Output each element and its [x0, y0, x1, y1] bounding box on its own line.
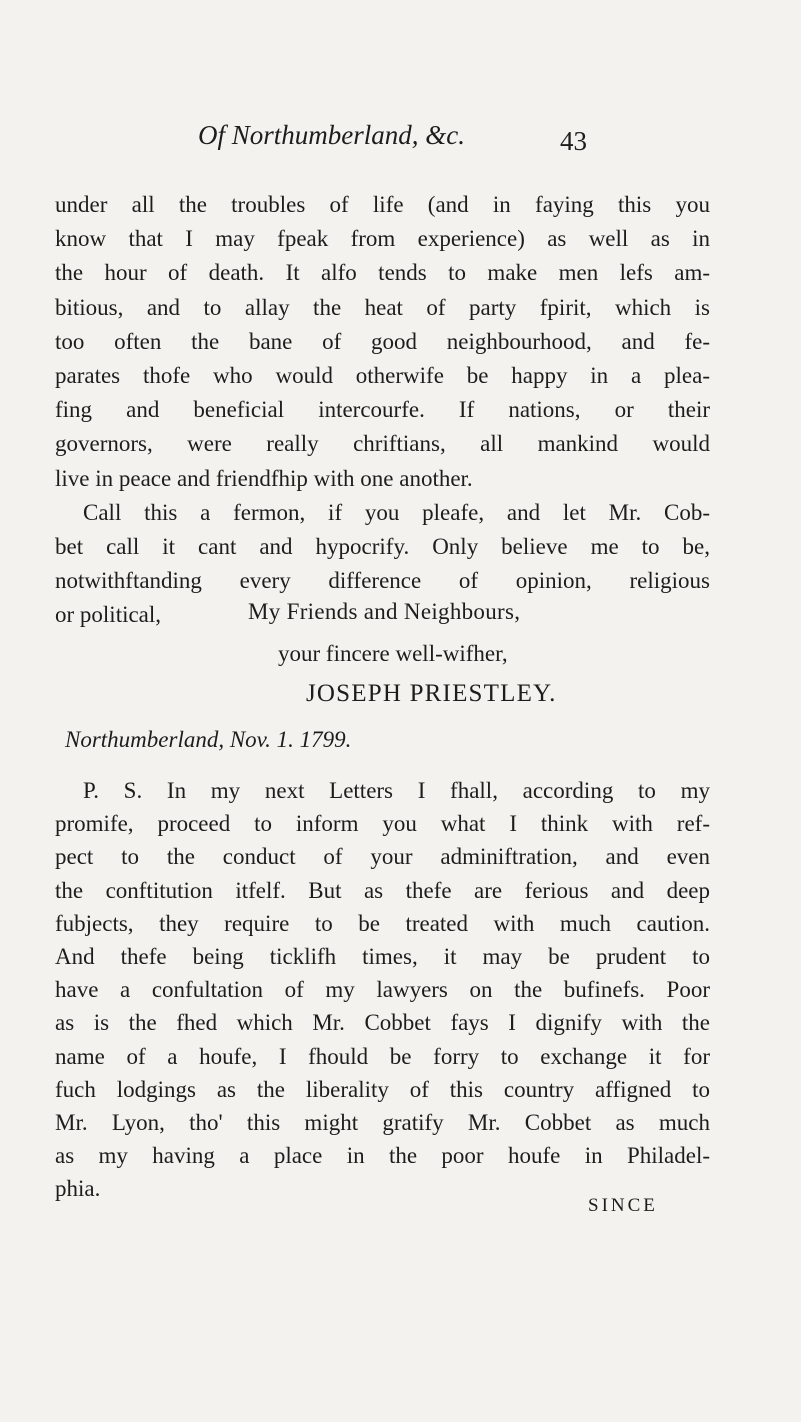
text-line: as my having a place in the poor houfe in Philadel-	[55, 1143, 710, 1169]
page-number: 43	[560, 126, 587, 156]
catchword: SINCE	[588, 1195, 658, 1216]
text-line: And thefe being ticklifh times, it may be prudent to	[55, 943, 710, 969]
text-line: too often the bane of good neighbourhood, and fe-	[55, 328, 710, 354]
text-line: Call this a fermon, if you pleafe, and let Mr. Cob-	[83, 499, 710, 525]
text-line: bitious, and to allay the heat of party fpirit, which is	[55, 294, 710, 320]
running-head: Of Northumberland, &c.	[198, 120, 465, 150]
closing-wisher: your fincere well-wifher,	[278, 641, 508, 666]
text-line: as is the fhed which Mr. Cobbet fays I dignify with the	[55, 1010, 710, 1036]
text-line: under all the troubles of life (and in faying this you	[55, 192, 710, 217]
text-line: pect to the conduct of your adminiftration, and even	[55, 844, 710, 870]
text-line: name of a houfe, I fhould be forry to exchange it for	[55, 1043, 710, 1069]
text-line: fuch lodgings as the liberality of this country affigned to	[55, 1076, 710, 1102]
text-line: live in peace and friendfhip with one another.	[55, 465, 473, 491]
dateline: Northumberland, Nov. 1. 1799.	[65, 727, 352, 752]
text-line: governors, were really chriftians, all mankind would	[55, 431, 710, 457]
signature: JOSEPH PRIESTLEY.	[306, 680, 557, 707]
text-line: bet call it cant and hypocrify. Only believe me to be,	[55, 533, 710, 559]
text-line: parates thofe who would otherwife be happy in a plea-	[55, 362, 710, 388]
text-line: P. S. In my next Letters I fhall, according to my	[83, 778, 710, 803]
text-line: fing and beneficial intercourfe. If nations, or their	[55, 397, 710, 423]
text-line: the hour of death. It alfo tends to make men lefs am-	[55, 260, 710, 286]
text-line: the conftitution itfelf. But as thefe are ferious and deep	[55, 877, 710, 903]
text-line: Mr. Lyon, tho' this might gratify Mr. Cobbet as much	[55, 1109, 710, 1135]
postscript-paragraph	[55, 774, 710, 1205]
page-header	[170, 120, 610, 166]
text-line: or political,	[55, 602, 162, 628]
text-line: know that I may fpeak from experience) as well as in	[55, 226, 710, 252]
closing-salutation: My Friends and Neighbours,	[248, 599, 521, 624]
text-line: phia.	[55, 1176, 101, 1202]
text-line: promife, proceed to inform you what I think with ref-	[55, 811, 710, 837]
body-paragraph	[55, 188, 710, 632]
text-line: notwithftanding every difference of opinion, religious	[55, 568, 710, 594]
text-line: fubjects, they require to be treated with much caution.	[55, 910, 710, 936]
text-line: have a confultation of my lawyers on the bufinefs. Poor	[55, 977, 710, 1003]
